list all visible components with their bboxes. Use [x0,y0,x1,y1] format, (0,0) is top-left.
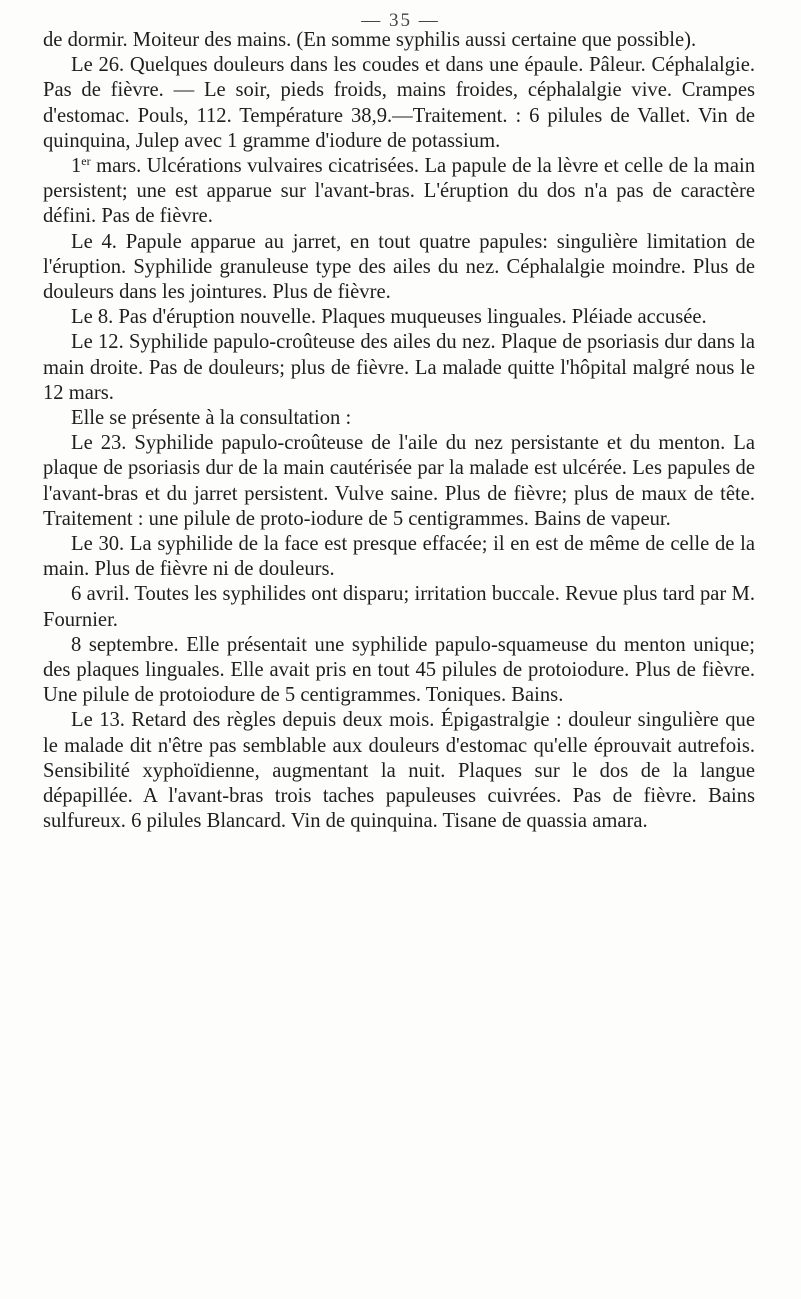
paragraph-30: Le 30. La syphilide de la face est presque effacée; il en est de même de celle de la main. Plus de fièvre ni de douleurs. [43,533,755,581]
paragraph-26: Le 26. Quelques douleurs dans les coudes et dans une épaule. Pâleur. Céphalalgie. Pas de fièvre. — Le soir, pieds froids, mains froides, céphalalgie vive. Crampes d'estomac. Pouls, 112. Température 38,9.—Traitement. : 6 pilules de Vallet. Vin de quinquina, Julep avec 1 gramme d'iodure de potassium. [43,54,755,152]
paragraph-6-avril: 6 avril. Toutes les syphilides ont disparu; irritation buccale. Revue plus tard par M. Fournier. [43,583,755,631]
day-number: 1 [71,155,82,178]
ordinal-suffix: er [81,154,91,169]
paragraph-continuation: de dormir. Moiteur des mains. (En somme syphilis aussi certaine que possible). [43,29,697,51]
paragraph-1-mars-text: mars. Ulcérations vulvaires cicatrisées. La papule de la lèvre et celle de la main persistent; une est apparue sur l'avant-bras. L'éruption du dos n'a pas de caractère défini. Pas de fièvre. [43,155,755,228]
paragraph-8-septembre: 8 septembre. Elle présentait une syphilide papulo-squameuse du menton unique; des plaques linguales. Elle avait pris en tout 45 pilules de protoiodure. Plus de fièvre. Une pilule de protoiodure de 5 centigrammes. Toniques. Bains. [43,633,755,707]
paragraph-12: Le 12. Syphilide papulo-croûteuse des ailes du nez. Plaque de psoriasis dur dans la main droite. Pas de douleurs; plus de fièvre. La malade quitte l'hôpital malgré nous le 12 mars. [43,331,755,404]
paragraph-23: Le 23. Syphilide papulo-croûteuse de l'aile du nez persistante et du menton. La plaque de psoriasis dur de la main cautérisée par la malade est ulcérée. Les papules de l'avant-bras et du jarret persistent. Vulve saine. Plus de fièvre; plus de maux de tête. Traitement : une pilule de proto-iodure de 5 centigrammes. Bains de vapeur. [43,432,755,530]
paragraph-consultation: Elle se présente à la consultation : [71,407,352,430]
page-number: — 35 — [361,10,440,31]
paragraph-4: Le 4. Papule apparue au jarret, en tout quatre papules: singulière limitation de l'éruption. Syphilide granuleuse type des ailes du nez. Céphalalgie moindre. Plus de douleurs dans les jointures. Plus de fièvre. [43,230,755,304]
paragraph-8: Le 8. Pas d'éruption nouvelle. Plaques muqueuses linguales. Pléiade accusée. [71,306,707,329]
paragraph-13: Le 13. Retard des règles depuis deux mois. Épigastralgie : douleur singulière que le malade dit n'être pas semblable aux douleurs d'estomac qu'elle éprouvait autrefois. Sensibilité xyphoïdienne, augmentant la nuit. Plaques sur le dos de la langue dépapillée. A l'avant-bras trois taches papuleuses cuivrées. Pas de fièvre. Bains sulfureux. 6 pilules Blancard. Vin de quinquina. Tisane de quassia amara. [43,709,755,833]
paragraph-1-mars [43,154,755,230]
page-body [43,28,755,835]
